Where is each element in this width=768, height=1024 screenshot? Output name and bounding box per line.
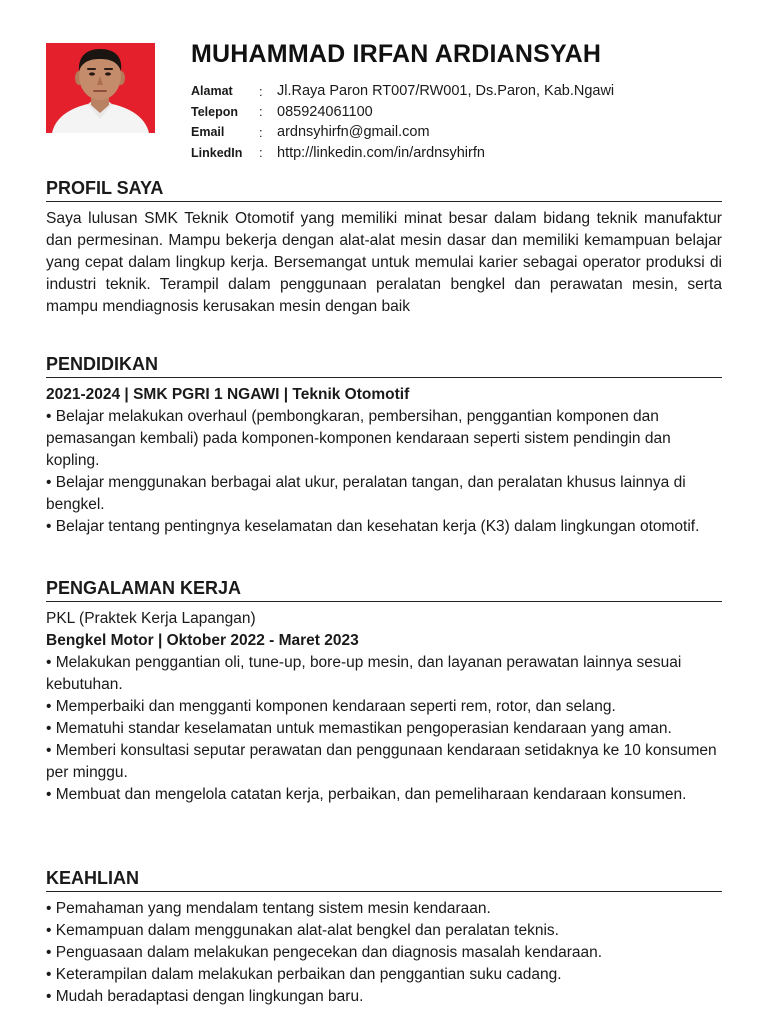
experience-role: PKL (Praktek Kerja Lapangan) [46, 610, 256, 627]
experience-bullet: • Mematuhi standar keselamatan untuk memastikan pengoperasian kendaraan yang aman. [46, 720, 672, 737]
contact-row-phone [191, 102, 614, 123]
email-value: ardnsyhirfn@gmail.com [277, 124, 430, 141]
skills-section [46, 868, 722, 1008]
profile-section [46, 178, 722, 318]
section-title: PROFIL SAYA [46, 178, 722, 202]
contact-label: Email [191, 125, 225, 140]
education-bullet: • Belajar menggunakan berbagai alat ukur, peralatan tangan, dan peralatan khusus lainnya di bengkel. [46, 474, 686, 513]
contact-separator: : [259, 145, 263, 161]
experience-bullet: • Memberi konsultasi seputar perawatan dan penggunaan kendaraan setidaknya ke 10 konsumen per minggu. [46, 742, 717, 781]
education-bullet: • Belajar melakukan overhaul (pembongkaran, pembersihan, penggantian komponen dan pemasangan kembali) pada komponen-komponen kendaraan seperti sistem pendingin dan kopling. [46, 408, 671, 469]
contact-label: LinkedIn [191, 145, 243, 160]
contact-label: Alamat [191, 84, 233, 99]
skill-bullet: • Penguasaan dalam melakukan pengecekan dan diagnosis masalah kendaraan. [46, 944, 603, 961]
address-value: Jl.Raya Paron RT007/RW001, Ds.Paron, Kab.Ngawi [277, 83, 615, 100]
skill-bullet: • Pemahaman yang mendalam tentang sistem mesin kendaraan. [46, 900, 491, 917]
phone-value: 085924061100 [277, 103, 373, 120]
section-title: PENDIDIKAN [46, 354, 722, 378]
education-section [46, 354, 722, 538]
experience-bullet: • Membuat dan mengelola catatan kerja, perbaikan, dan pemeliharaan kendaraan konsumen. [46, 786, 687, 803]
contact-row-email [191, 122, 614, 143]
contact-separator: : [259, 104, 263, 120]
experience-section [46, 578, 722, 806]
profile-photo [46, 43, 155, 133]
skill-bullet: • Kemampuan dalam menggunakan alat-alat bengkel dan peralatan teknis. [46, 922, 559, 939]
linkedin-value: http://linkedin.com/in/ardnsyhirfn [277, 144, 485, 161]
section-title: PENGALAMAN KERJA [46, 578, 722, 602]
contact-separator: : [259, 124, 263, 140]
profile-summary: Saya lulusan SMK Teknik Otomotif yang memiliki minat besar dalam bidang teknik manufaktur dan permesinan. Mampu bekerja dengan alat-alat mesin dasar dan memiliki kemampuan belajar yang cepat dalam lingkup kerja. Bersemangat untuk memulai karier sebagai operator produksi di industri teknik. Terampil dalam penggunaan peralatan bengkel dan perawatan mesin, serta mampu mendiagnosis kerusakan mesin dengan baik [46, 210, 722, 315]
contact-info [191, 81, 614, 163]
candidate-name: MUHAMMAD IRFAN ARDIANSYAH [191, 40, 602, 68]
skill-bullet: • Keterampilan dalam melakukan perbaikan dan penggantian suku cadang. [46, 966, 562, 983]
education-bullet: • Belajar tentang pentingnya keselamatan dan kesehatan kerja (K3) dalam lingkungan otomotif. [46, 518, 700, 535]
contact-label: Telepon [191, 104, 238, 119]
experience-bullet: • Memperbaiki dan mengganti komponen kendaraan seperti rem, rotor, dan selang. [46, 698, 616, 715]
experience-heading: Bengkel Motor | Oktober 2022 - Maret 2023 [46, 632, 359, 649]
contact-row-linkedin [191, 143, 614, 164]
section-title: KEAHLIAN [46, 868, 722, 892]
contact-row-address [191, 81, 614, 102]
education-heading: 2021-2024 | SMK PGRI 1 NGAWI | Teknik Otomotif [46, 386, 410, 403]
contact-separator: : [259, 83, 263, 99]
skill-bullet: • Mudah beradaptasi dengan lingkungan baru. [46, 988, 364, 1005]
experience-bullet: • Melakukan penggantian oli, tune-up, bore-up mesin, dan layanan perawatan lainnya sesuai kebutuhan. [46, 654, 682, 693]
